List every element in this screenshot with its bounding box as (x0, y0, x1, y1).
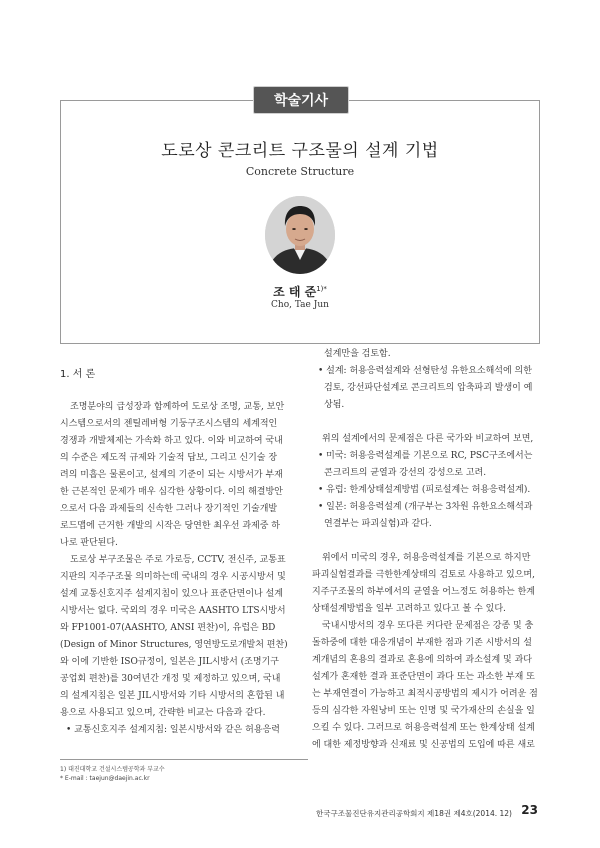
author-name-english: Cho, Tae Jun (271, 300, 329, 310)
paragraph: 위의 설계에서의 문제점은 다른 국가와 비교하여 보면, (322, 434, 534, 444)
text-line: 돌하중에 대한 대응개념이 부재한 점과 기존 시방서의 설 (312, 638, 532, 648)
author-portrait-icon (265, 196, 335, 274)
text-line: 조명분야의 급성장과 함께하여 도로상 조명, 교통, 보안 (70, 402, 285, 412)
footnote-divider (60, 759, 308, 760)
text-line: 로드맵에 근거한 개발의 시작은 당연한 최우선 과제중 하 (60, 521, 280, 531)
bullet-item: • 미국: 허용응력설계를 기본으로 RC, PSC구조에서는 (318, 451, 533, 461)
paper-title: 도로상 콘크리트 구조물의 설계 기법 (161, 141, 439, 161)
text-line: 으로서 다음 과제들의 신속한 그러나 장기적인 기술개발 (60, 504, 278, 514)
text-line: 시스템으로서의 젠틸레버형 기둥구조시스템의 세계적인 (60, 419, 278, 429)
bullet-item: • 설계: 허용응력설계와 선형탄성 유한요소해석에 의한 (318, 366, 532, 376)
text-line: 와 이에 기반한 ISO규정이, 일본은 JIL시방서 (조명기구 (60, 657, 279, 667)
text-line: 도로상 부구조물은 주로 가로등, CCTV, 전신주, 교통표 (70, 555, 286, 565)
author-affiliation-mark: 1)* (316, 285, 327, 293)
bullet-item: • 일본: 허용응력설계 (개구부는 3차원 유한요소해석과 (318, 502, 533, 512)
text-line: 국내시방서의 경우 또다른 커다란 문제점은 강종 및 충 (322, 621, 534, 631)
left-column (60, 366, 308, 739)
text-line: 검토, 강선파단설계로 콘크리트의 압축파괴 발생이 예 (324, 383, 533, 393)
author-name (60, 283, 540, 300)
spacer (60, 391, 308, 399)
text-line: 에 대한 제정방향과 신재료 및 신공법의 도입에 따른 새로 (312, 740, 535, 750)
text-line: 는 부재연결이 가능하고 최적시공방법의 제시가 어려운 점 (312, 689, 538, 699)
text-line: 위에서 미국의 경우, 허용응력설계를 기본으로 하지만 (322, 553, 531, 563)
text-line: 지판의 지주구조물 의미하는데 국내의 경우 시공시방서 및 (60, 572, 286, 582)
paragraph (312, 618, 550, 754)
text-line: 의 수준은 제도적 규제와 기술적 답보, 그리고 신기술 장 (60, 453, 278, 463)
paragraph (60, 399, 308, 552)
text-line: 려의 미흡은 물론이고, 설계의 기준이 되는 시방서가 부재 (60, 470, 283, 480)
text-line: 나로 판단된다. (60, 538, 118, 548)
text-line: 설계만을 검토함. (324, 349, 391, 359)
text-line: 콘크리트의 균열과 강선의 강성으로 고려. (324, 468, 487, 478)
text-line: 상태설계방법을 일부 고려하고 있다고 볼 수 있다. (312, 604, 506, 614)
text-line: 경쟁과 개발체제는 가속화 하고 있다. 이와 비교하여 국내 (60, 436, 283, 446)
text-line: 용으로 사용되고 있으며, 간략한 비교는 다음과 같다. (60, 708, 266, 718)
text-line: 연결부는 파괴실험)과 같다. (324, 519, 432, 529)
text-line: 으킬 수 있다. 그러므로 허용응력설계 또는 한계상태 설계 (312, 723, 535, 733)
spacer (312, 533, 550, 550)
text-line: 설계 교통신호지주 설계지침이 있으나 표준단면이나 설계 (60, 589, 283, 599)
text-line: 상됨. (324, 400, 345, 410)
paper-subtitle: Concrete Structure (245, 165, 355, 178)
footnote-affiliation: 1) 대진대학교 건설시스템공학과 부교수 (60, 766, 165, 773)
paragraph (60, 552, 308, 722)
section-heading: 1. 서 론 (60, 369, 96, 380)
author-name-text: 조 태 준 (273, 285, 317, 299)
text-line: 등의 심각한 자원낭비 또는 인명 및 국가재산의 손실을 일 (312, 706, 535, 716)
text-line: 설계가 혼재한 결과 표준단면이 과다 또는 과소한 부재 또 (312, 672, 535, 682)
text-line: 계개념의 혼용의 결과로 혼용에 의하여 과소설계 및 과다 (312, 655, 532, 665)
text-line: 지주구조물의 하부에서의 균열을 어느정도 허용하는 한계 (312, 587, 535, 597)
paragraph (312, 550, 550, 618)
page-number: 23 (521, 803, 538, 817)
text-line: 와 FP1001-07(AASHTO, ANSI 편찬)이, 유럽은 BD (60, 623, 276, 633)
footnote-email: * E-mail : taejun@daejin.ac.kr (60, 775, 150, 782)
text-line: 한 근본적인 문제가 매우 심각한 상황이다. 이의 해결방안 (60, 487, 283, 497)
article-category-tag: 학술기사 (253, 86, 349, 114)
bullet-item: • 유럽: 한계상태설계방법 (피로설계는 허용응력설계). (318, 485, 531, 495)
author-photo (265, 196, 335, 274)
right-column (312, 346, 550, 754)
bullet-item: • 교통신호지주 설계지침: 일본시방서와 같은 허용응력 (66, 725, 280, 735)
text-line: 공업회 편찬)를 30여년간 개정 및 제정하고 있으며, 국내 (60, 674, 281, 684)
text-line: 파괴실험결과를 극한한계상태의 검토로 사용하고 있으며, (312, 570, 535, 580)
text-line: 의 설계지침은 일본 JIL시방서와 기타 시방서의 혼합된 내 (60, 691, 285, 701)
text-line: 시방서는 없다. 국외의 경우 미국은 AASHTO LTS시방서 (60, 606, 286, 616)
journal-citation: 한국구조물진단유지관리공학회지 제18권 제4호(2014. 12) (316, 809, 512, 818)
text-line: (Design of Minor Structures, 영연방도로개발처 편찬) (60, 640, 288, 650)
spacer (312, 414, 550, 431)
